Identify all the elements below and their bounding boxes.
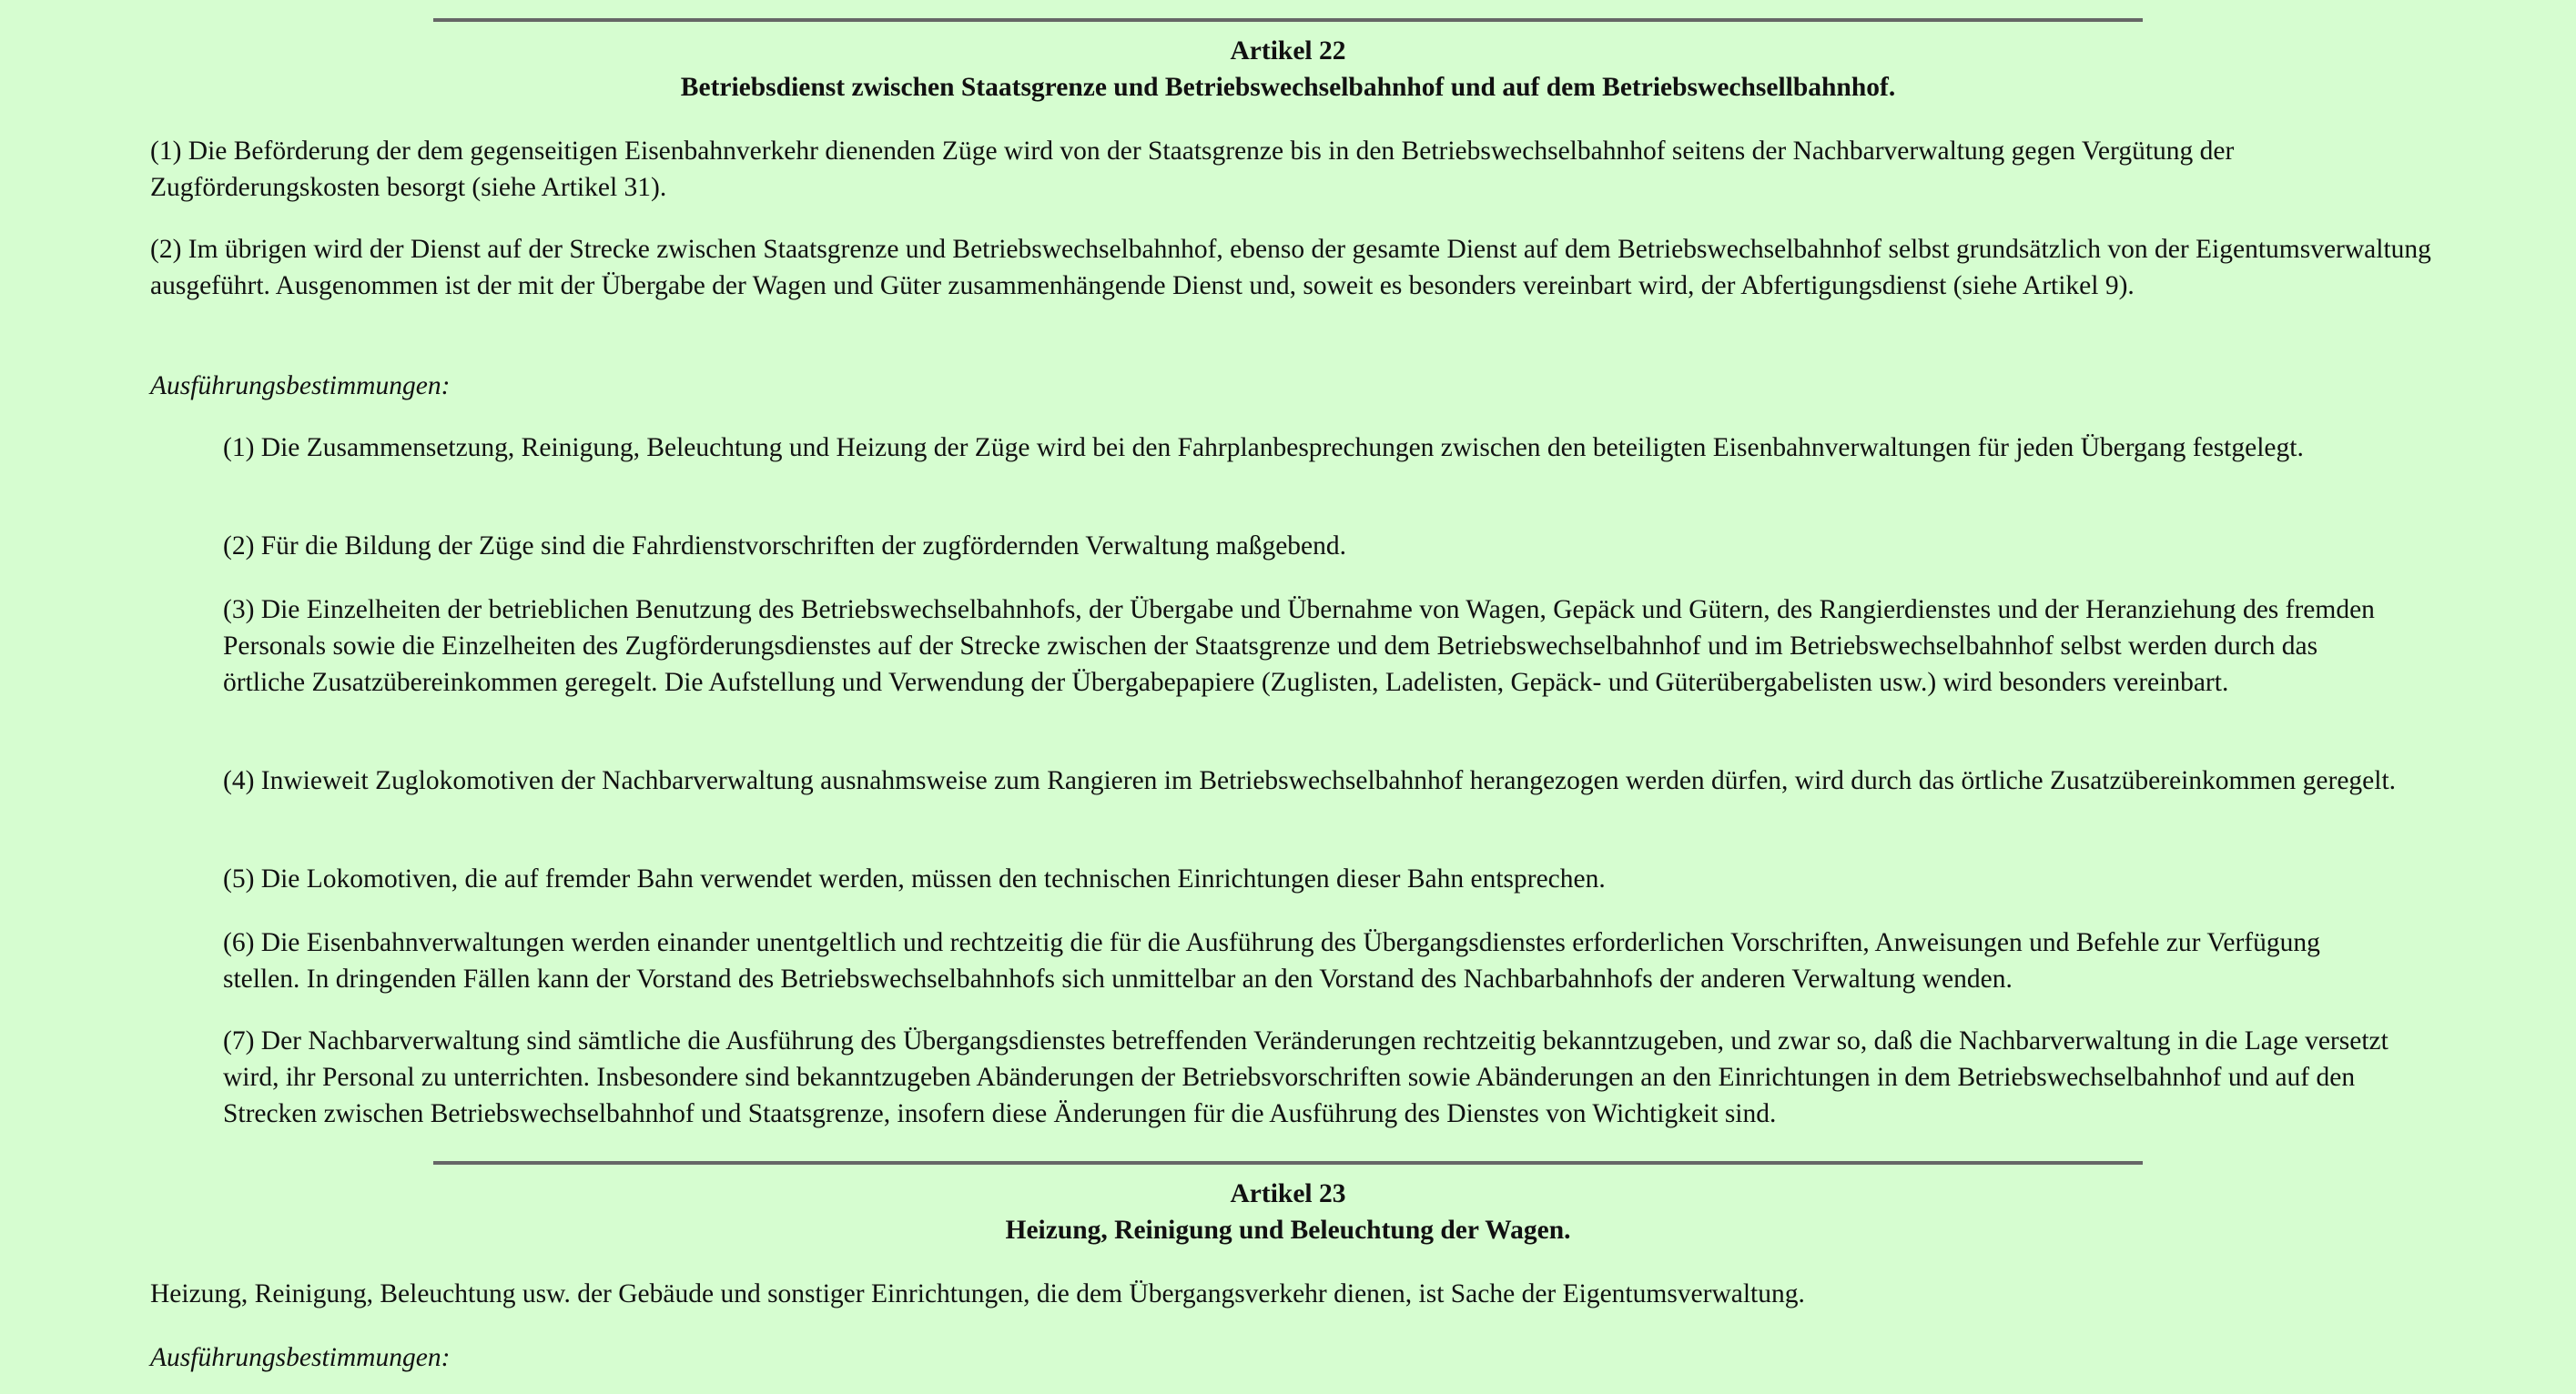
article-23-number: Artikel 23: [1230, 1179, 1346, 1208]
article-22-implementation-3: (3) Die Einzelheiten der betrieblichen Benutzung des Betriebswechselbahnhofs, der Übergabe und Übernahme von Wagen, Gepäck und Gütern, des Rangierdienstes und der Heranziehung des fremden Personals sowie die Einzelheiten des Zugförderungsdienstes auf der Strecke zwischen der Staatsgrenze und dem Betriebswechselbahnhof und im Betriebswechselbahnhof selbst werden durch das örtliche Zusatzübereinkommen geregelt. Die Aufstellung und Verwendung der Übergabepapiere (Zuglisten, Ladelisten, Gepäck- und Güterübergabelisten usw.) wird besonders vereinbart.: [223, 595, 2375, 697]
article-22-implementation-1: (1) Die Zusammensetzung, Reinigung, Beleuchtung und Heizung der Züge wird bei den Fahrplanbesprechungen zwischen den beteiligten Eisenbahnverwaltungen für jeden Übergang festgelegt.: [223, 433, 2304, 462]
article-22-number: Artikel 22: [1230, 36, 1346, 66]
article-22-implementation-2: (2) Für die Bildung der Züge sind die Fahrdienstvorschriften der zugfördernden Verwaltung maßgebend.: [223, 531, 1347, 561]
article-22-implementation-4: (4) Inwieweit Zuglokomotiven der Nachbarverwaltung ausnahmsweise zum Rangieren im Betriebswechselbahnhof herangezogen werden dürfen, wird durch das örtliche Zusatzübereinkommen geregelt.: [223, 766, 2397, 795]
article-22-implementation-7: (7) Der Nachbarverwaltung sind sämtliche die Ausführung des Übergangsdienstes betreffenden Veränderungen rechtzeitig bekanntzugeben, und zwar so, daß die Nachbarverwaltung in die Lage versetzt wird, ihr Personal zu unterrichten. Insbesondere sind bekanntzugeben Abänderungen der Betriebsvorschriften sowie Abänderungen an den Einrichtungen in dem Betriebswechselbahnhof und auf den Strecken zwischen Betriebswechselbahnhof und Staatsgrenze, insofern diese Änderungen für die Ausführung des Dienstes von Wichtigkeit sind.: [223, 1026, 2388, 1128]
article-22-paragraph-1: (1) Die Beförderung der dem gegenseitigen Eisenbahnverkehr dienenden Züge wird von der Staatsgrenze bis in den Betriebswechselbahnhof seitens der Nachbarverwaltung gegen Vergütung der Zugförderungskosten besorgt (siehe Artikel 31).: [150, 136, 2235, 202]
article-22-paragraph-2: (2) Im übrigen wird der Dienst auf der Strecke zwischen Staatsgrenze und Betriebswechselbahnhof, ebenso der gesamte Dienst auf dem Betriebswechselbahnhof selbst grundsätzlich von der Eigentumsverwaltung ausgeführt. Ausgenommen ist der mit der Übergabe der Wagen und Güter zusammenhängende Dienst und, soweit es besonders vereinbart wird, der Abfertigungsdienst (siehe Artikel 9).: [150, 235, 2431, 300]
article-22-heading: [0, 33, 2576, 106]
article-22-implementation-heading: Ausführungsbestimmungen:: [150, 371, 451, 400]
article-23-paragraph-1: Heizung, Reinigung, Beleuchtung usw. der Gebäude und sonstiger Einrichtungen, die dem Übergangsverkehr dienen, ist Sache der Eigentumsverwaltung.: [150, 1279, 1805, 1308]
section-divider: [433, 1161, 2143, 1165]
article-22-title: Betriebsdienst zwischen Staatsgrenze und Betriebswechselbahnhof und auf dem Betriebswechsellbahnhof.: [680, 73, 1896, 102]
article-22-implementation-5: (5) Die Lokomotiven, die auf fremder Bahn verwendet werden, müssen den technischen Einrichtungen dieser Bahn entsprechen.: [223, 864, 1606, 894]
article-23-heading: [0, 1176, 2576, 1248]
section-divider: [433, 18, 2143, 22]
article-23-title: Heizung, Reinigung und Beleuchtung der Wagen.: [1005, 1216, 1571, 1245]
article-22-implementation-6: (6) Die Eisenbahnverwaltungen werden einander unentgeltlich und rechtzeitig die für die Ausführung des Übergangsdienstes erforderlichen Vorschriften, Anweisungen und Befehle zur Verfügung stellen. In dringenden Fällen kann der Vorstand des Betriebswechselbahnhofs sich unmittelbar an den Vorstand des Nachbarbahnhofs der anderen Verwaltung wenden.: [223, 928, 2320, 994]
article-23-implementation-heading: Ausführungsbestimmungen:: [150, 1343, 451, 1372]
